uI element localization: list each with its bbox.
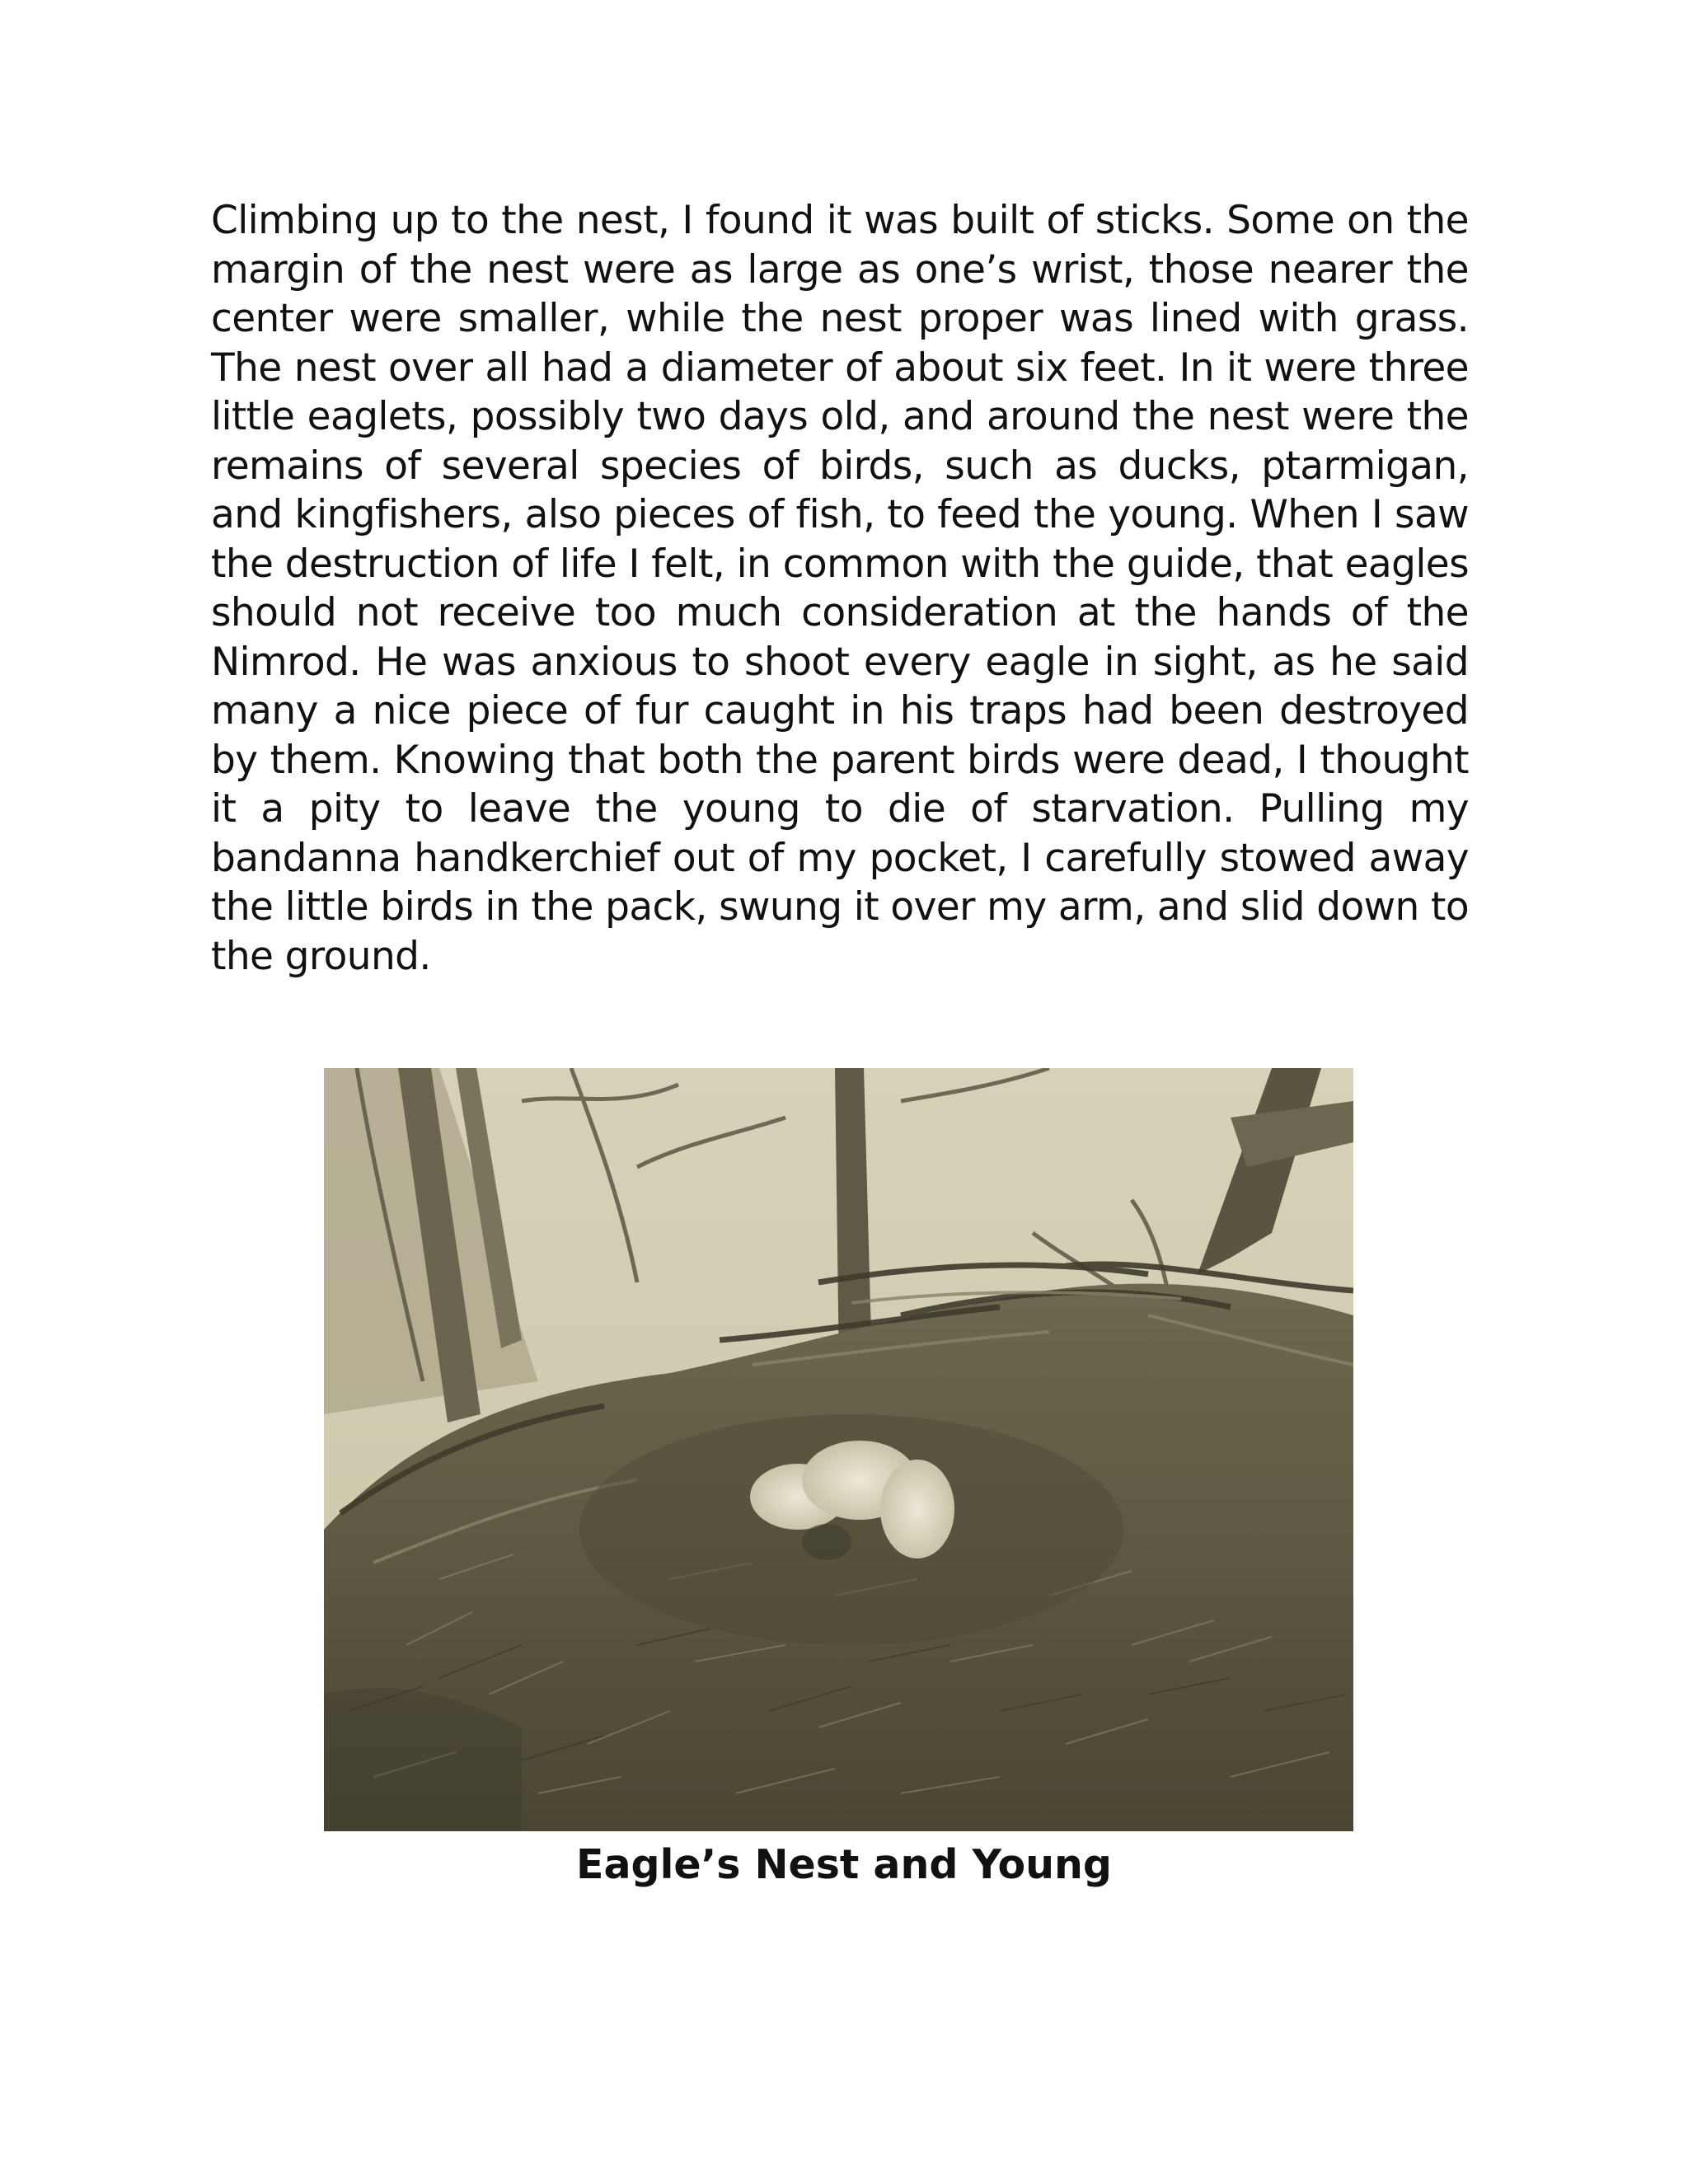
eagle-nest-photo: [324, 1068, 1353, 1831]
body-paragraph: Climbing up to the nest, I found it was built of sticks. Some on the margin of the nest were as large as one’s wrist, those nearer the center were smaller, while the nest proper was lined with grass. The nest over all had a diameter of about six feet. In it were three little eaglets, possibly two days old, and around the nest were the remains of several species of birds, such as ducks, ptarmigan, and kingfishers, also pieces of fish, to feed the young. When I saw the destruction of life I felt, in common with the guide, that eagles should not receive too much consideration at the hands of the Nimrod. He was anxious to shoot every eagle in sight, as he said many a nice piece of fur caught in his traps had been destroyed by them. Knowing that both the parent birds were dead, I thought it a pity to leave the young to die of starvation. Pulling my bandanna handkerchief out of my pocket, I carefully stowed away the little birds in the pack, swung it over my arm, and slid down to the ground.: [211, 198, 1469, 979]
figure-caption: Eagle’s Nest and Young: [576, 1841, 1112, 1888]
